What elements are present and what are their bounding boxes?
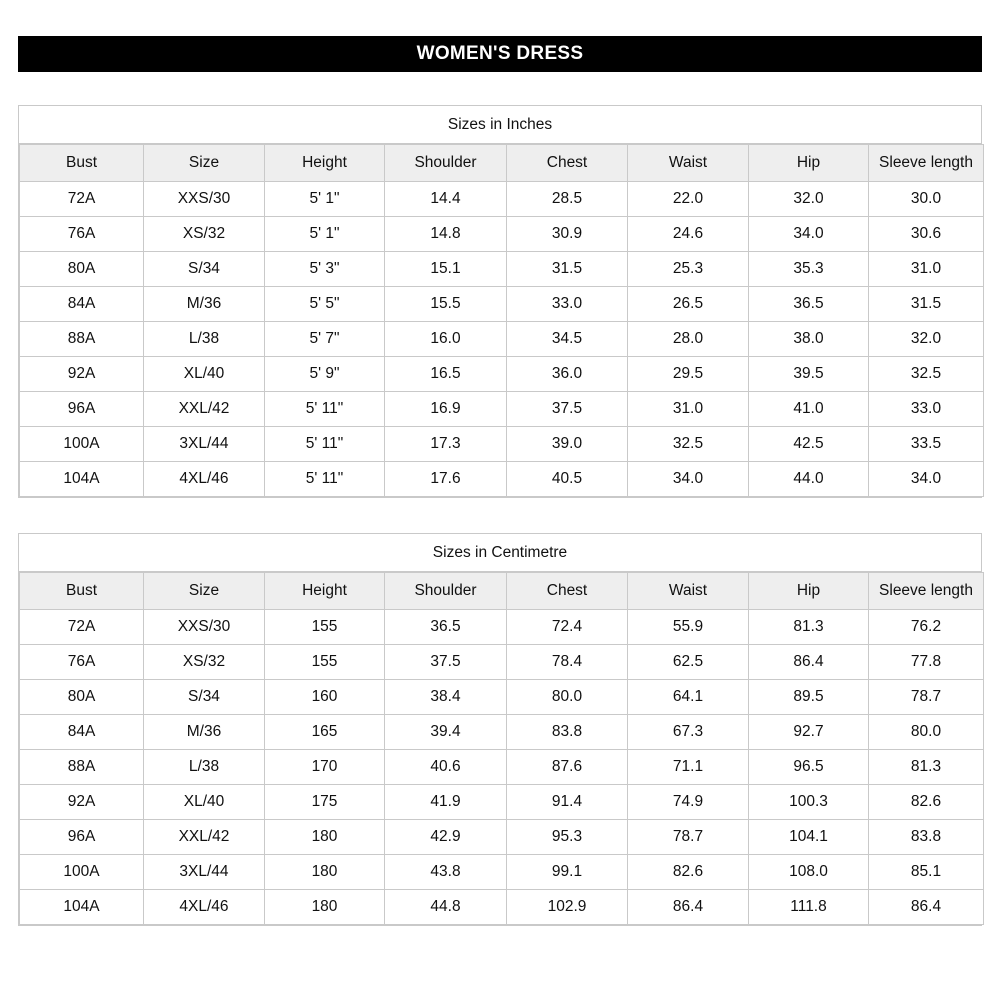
cell-shoulder: 14.4	[385, 182, 507, 217]
table-row	[20, 252, 984, 287]
cell-waist: 28.0	[628, 322, 749, 357]
cell-height: 5' 11"	[265, 392, 385, 427]
cell-chest: 28.5	[507, 182, 628, 217]
table-row	[20, 750, 984, 785]
cell-hip: 92.7	[749, 715, 869, 750]
cell-hip: 41.0	[749, 392, 869, 427]
cell-bust: 88A	[20, 750, 144, 785]
cell-size: XXL/42	[144, 820, 265, 855]
cell-sleeve-length: 34.0	[869, 462, 984, 497]
cell-height: 5' 11"	[265, 427, 385, 462]
cell-bust: 76A	[20, 645, 144, 680]
cell-bust: 72A	[20, 182, 144, 217]
column-header-shoulder: Shoulder	[385, 573, 507, 610]
cell-shoulder: 15.5	[385, 287, 507, 322]
table-row	[20, 357, 984, 392]
cell-waist: 29.5	[628, 357, 749, 392]
cell-size: S/34	[144, 680, 265, 715]
cell-chest: 95.3	[507, 820, 628, 855]
table-header-row	[20, 145, 984, 182]
size-table-centimetre	[18, 533, 982, 926]
cell-chest: 33.0	[507, 287, 628, 322]
table-head-inches	[20, 145, 984, 182]
cell-waist: 31.0	[628, 392, 749, 427]
table-inches	[19, 144, 984, 497]
column-header-hip: Hip	[749, 573, 869, 610]
cell-height: 5' 7"	[265, 322, 385, 357]
column-header-size: Size	[144, 145, 265, 182]
cell-shoulder: 42.9	[385, 820, 507, 855]
cell-height: 5' 1"	[265, 182, 385, 217]
cell-sleeve-length: 31.5	[869, 287, 984, 322]
cell-sleeve-length: 83.8	[869, 820, 984, 855]
cell-hip: 32.0	[749, 182, 869, 217]
cell-hip: 86.4	[749, 645, 869, 680]
cell-waist: 25.3	[628, 252, 749, 287]
cell-bust: 88A	[20, 322, 144, 357]
cell-bust: 80A	[20, 252, 144, 287]
table-row	[20, 182, 984, 217]
page-title	[18, 36, 982, 72]
column-header-height: Height	[265, 573, 385, 610]
cell-shoulder: 41.9	[385, 785, 507, 820]
cell-chest: 40.5	[507, 462, 628, 497]
cell-chest: 87.6	[507, 750, 628, 785]
cell-sleeve-length: 76.2	[869, 610, 984, 645]
cell-size: L/38	[144, 750, 265, 785]
cell-bust: 72A	[20, 610, 144, 645]
cell-bust: 104A	[20, 890, 144, 925]
cell-chest: 36.0	[507, 357, 628, 392]
column-header-waist: Waist	[628, 573, 749, 610]
cell-sleeve-length: 32.0	[869, 322, 984, 357]
cell-hip: 108.0	[749, 855, 869, 890]
table-row	[20, 610, 984, 645]
cell-sleeve-length: 30.0	[869, 182, 984, 217]
cell-hip: 36.5	[749, 287, 869, 322]
cell-sleeve-length: 77.8	[869, 645, 984, 680]
cell-size: 4XL/46	[144, 890, 265, 925]
cell-waist: 64.1	[628, 680, 749, 715]
cell-shoulder: 37.5	[385, 645, 507, 680]
table-row	[20, 680, 984, 715]
cell-height: 180	[265, 820, 385, 855]
cell-hip: 100.3	[749, 785, 869, 820]
cell-waist: 74.9	[628, 785, 749, 820]
cell-shoulder: 16.5	[385, 357, 507, 392]
cell-sleeve-length: 32.5	[869, 357, 984, 392]
cell-sleeve-length: 31.0	[869, 252, 984, 287]
cell-height: 5' 9"	[265, 357, 385, 392]
cell-bust: 84A	[20, 287, 144, 322]
cell-height: 5' 5"	[265, 287, 385, 322]
cell-waist: 78.7	[628, 820, 749, 855]
cell-sleeve-length: 81.3	[869, 750, 984, 785]
cell-size: XL/40	[144, 357, 265, 392]
cell-waist: 24.6	[628, 217, 749, 252]
cell-bust: 96A	[20, 392, 144, 427]
cell-hip: 81.3	[749, 610, 869, 645]
cell-chest: 102.9	[507, 890, 628, 925]
cell-sleeve-length: 30.6	[869, 217, 984, 252]
cell-waist: 55.9	[628, 610, 749, 645]
cell-chest: 39.0	[507, 427, 628, 462]
table-row	[20, 785, 984, 820]
column-header-bust: Bust	[20, 145, 144, 182]
cell-size: XXL/42	[144, 392, 265, 427]
cell-hip: 44.0	[749, 462, 869, 497]
table-body-centimetre	[20, 610, 984, 925]
cell-size: L/38	[144, 322, 265, 357]
cell-size: XS/32	[144, 217, 265, 252]
cell-bust: 96A	[20, 820, 144, 855]
cell-height: 180	[265, 890, 385, 925]
table-row	[20, 855, 984, 890]
cell-height: 165	[265, 715, 385, 750]
table-row	[20, 890, 984, 925]
cell-chest: 83.8	[507, 715, 628, 750]
cell-waist: 67.3	[628, 715, 749, 750]
cell-chest: 37.5	[507, 392, 628, 427]
cell-size: XS/32	[144, 645, 265, 680]
cell-waist: 86.4	[628, 890, 749, 925]
cell-shoulder: 16.0	[385, 322, 507, 357]
table-row	[20, 645, 984, 680]
cell-height: 5' 3"	[265, 252, 385, 287]
cell-hip: 39.5	[749, 357, 869, 392]
column-header-sleeve-length: Sleeve length	[869, 573, 984, 610]
cell-height: 155	[265, 645, 385, 680]
cell-waist: 82.6	[628, 855, 749, 890]
cell-chest: 78.4	[507, 645, 628, 680]
column-header-chest: Chest	[507, 573, 628, 610]
cell-bust: 100A	[20, 427, 144, 462]
cell-hip: 104.1	[749, 820, 869, 855]
cell-height: 170	[265, 750, 385, 785]
cell-height: 180	[265, 855, 385, 890]
column-header-height: Height	[265, 145, 385, 182]
cell-shoulder: 38.4	[385, 680, 507, 715]
cell-height: 160	[265, 680, 385, 715]
table-row	[20, 462, 984, 497]
column-header-chest: Chest	[507, 145, 628, 182]
cell-sleeve-length: 80.0	[869, 715, 984, 750]
cell-shoulder: 14.8	[385, 217, 507, 252]
table-row	[20, 392, 984, 427]
column-header-sleeve-length: Sleeve length	[869, 145, 984, 182]
cell-sleeve-length: 33.5	[869, 427, 984, 462]
cell-shoulder: 16.9	[385, 392, 507, 427]
cell-shoulder: 39.4	[385, 715, 507, 750]
cell-chest: 30.9	[507, 217, 628, 252]
cell-sleeve-length: 85.1	[869, 855, 984, 890]
cell-hip: 96.5	[749, 750, 869, 785]
cell-chest: 72.4	[507, 610, 628, 645]
cell-bust: 84A	[20, 715, 144, 750]
cell-height: 155	[265, 610, 385, 645]
cell-size: XXS/30	[144, 610, 265, 645]
table-row	[20, 217, 984, 252]
cell-waist: 22.0	[628, 182, 749, 217]
table-caption-centimetre: Sizes in Centimetre	[19, 534, 981, 572]
cell-shoulder: 15.1	[385, 252, 507, 287]
cell-waist: 71.1	[628, 750, 749, 785]
cell-size: XL/40	[144, 785, 265, 820]
cell-hip: 35.3	[749, 252, 869, 287]
cell-waist: 62.5	[628, 645, 749, 680]
table-header-row	[20, 573, 984, 610]
cell-sleeve-length: 82.6	[869, 785, 984, 820]
cell-bust: 80A	[20, 680, 144, 715]
column-header-shoulder: Shoulder	[385, 145, 507, 182]
column-header-bust: Bust	[20, 573, 144, 610]
cell-bust: 104A	[20, 462, 144, 497]
cell-height: 5' 11"	[265, 462, 385, 497]
column-header-size: Size	[144, 573, 265, 610]
table-row	[20, 322, 984, 357]
table-caption-inches: Sizes in Inches	[19, 106, 981, 144]
cell-bust: 76A	[20, 217, 144, 252]
cell-sleeve-length: 33.0	[869, 392, 984, 427]
cell-shoulder: 44.8	[385, 890, 507, 925]
cell-sleeve-length: 78.7	[869, 680, 984, 715]
cell-waist: 32.5	[628, 427, 749, 462]
cell-size: M/36	[144, 715, 265, 750]
cell-chest: 99.1	[507, 855, 628, 890]
column-header-waist: Waist	[628, 145, 749, 182]
size-table-inches	[18, 105, 982, 498]
cell-height: 175	[265, 785, 385, 820]
cell-size: M/36	[144, 287, 265, 322]
table-row	[20, 287, 984, 322]
cell-shoulder: 36.5	[385, 610, 507, 645]
cell-chest: 91.4	[507, 785, 628, 820]
table-row	[20, 715, 984, 750]
table-head-centimetre	[20, 573, 984, 610]
cell-waist: 26.5	[628, 287, 749, 322]
cell-height: 5' 1"	[265, 217, 385, 252]
cell-shoulder: 17.3	[385, 427, 507, 462]
cell-bust: 92A	[20, 357, 144, 392]
table-body-inches	[20, 182, 984, 497]
cell-chest: 80.0	[507, 680, 628, 715]
column-header-hip: Hip	[749, 145, 869, 182]
cell-chest: 31.5	[507, 252, 628, 287]
cell-chest: 34.5	[507, 322, 628, 357]
cell-size: S/34	[144, 252, 265, 287]
cell-hip: 89.5	[749, 680, 869, 715]
cell-hip: 111.8	[749, 890, 869, 925]
cell-shoulder: 17.6	[385, 462, 507, 497]
table-centimetre	[19, 572, 984, 925]
cell-size: 4XL/46	[144, 462, 265, 497]
cell-bust: 100A	[20, 855, 144, 890]
table-row	[20, 427, 984, 462]
cell-shoulder: 43.8	[385, 855, 507, 890]
page-title-text: WOMEN'S DRESS	[416, 43, 584, 64]
cell-bust: 92A	[20, 785, 144, 820]
table-row	[20, 820, 984, 855]
cell-sleeve-length: 86.4	[869, 890, 984, 925]
cell-size: 3XL/44	[144, 427, 265, 462]
cell-waist: 34.0	[628, 462, 749, 497]
cell-size: 3XL/44	[144, 855, 265, 890]
cell-hip: 42.5	[749, 427, 869, 462]
cell-size: XXS/30	[144, 182, 265, 217]
cell-hip: 38.0	[749, 322, 869, 357]
cell-hip: 34.0	[749, 217, 869, 252]
cell-shoulder: 40.6	[385, 750, 507, 785]
